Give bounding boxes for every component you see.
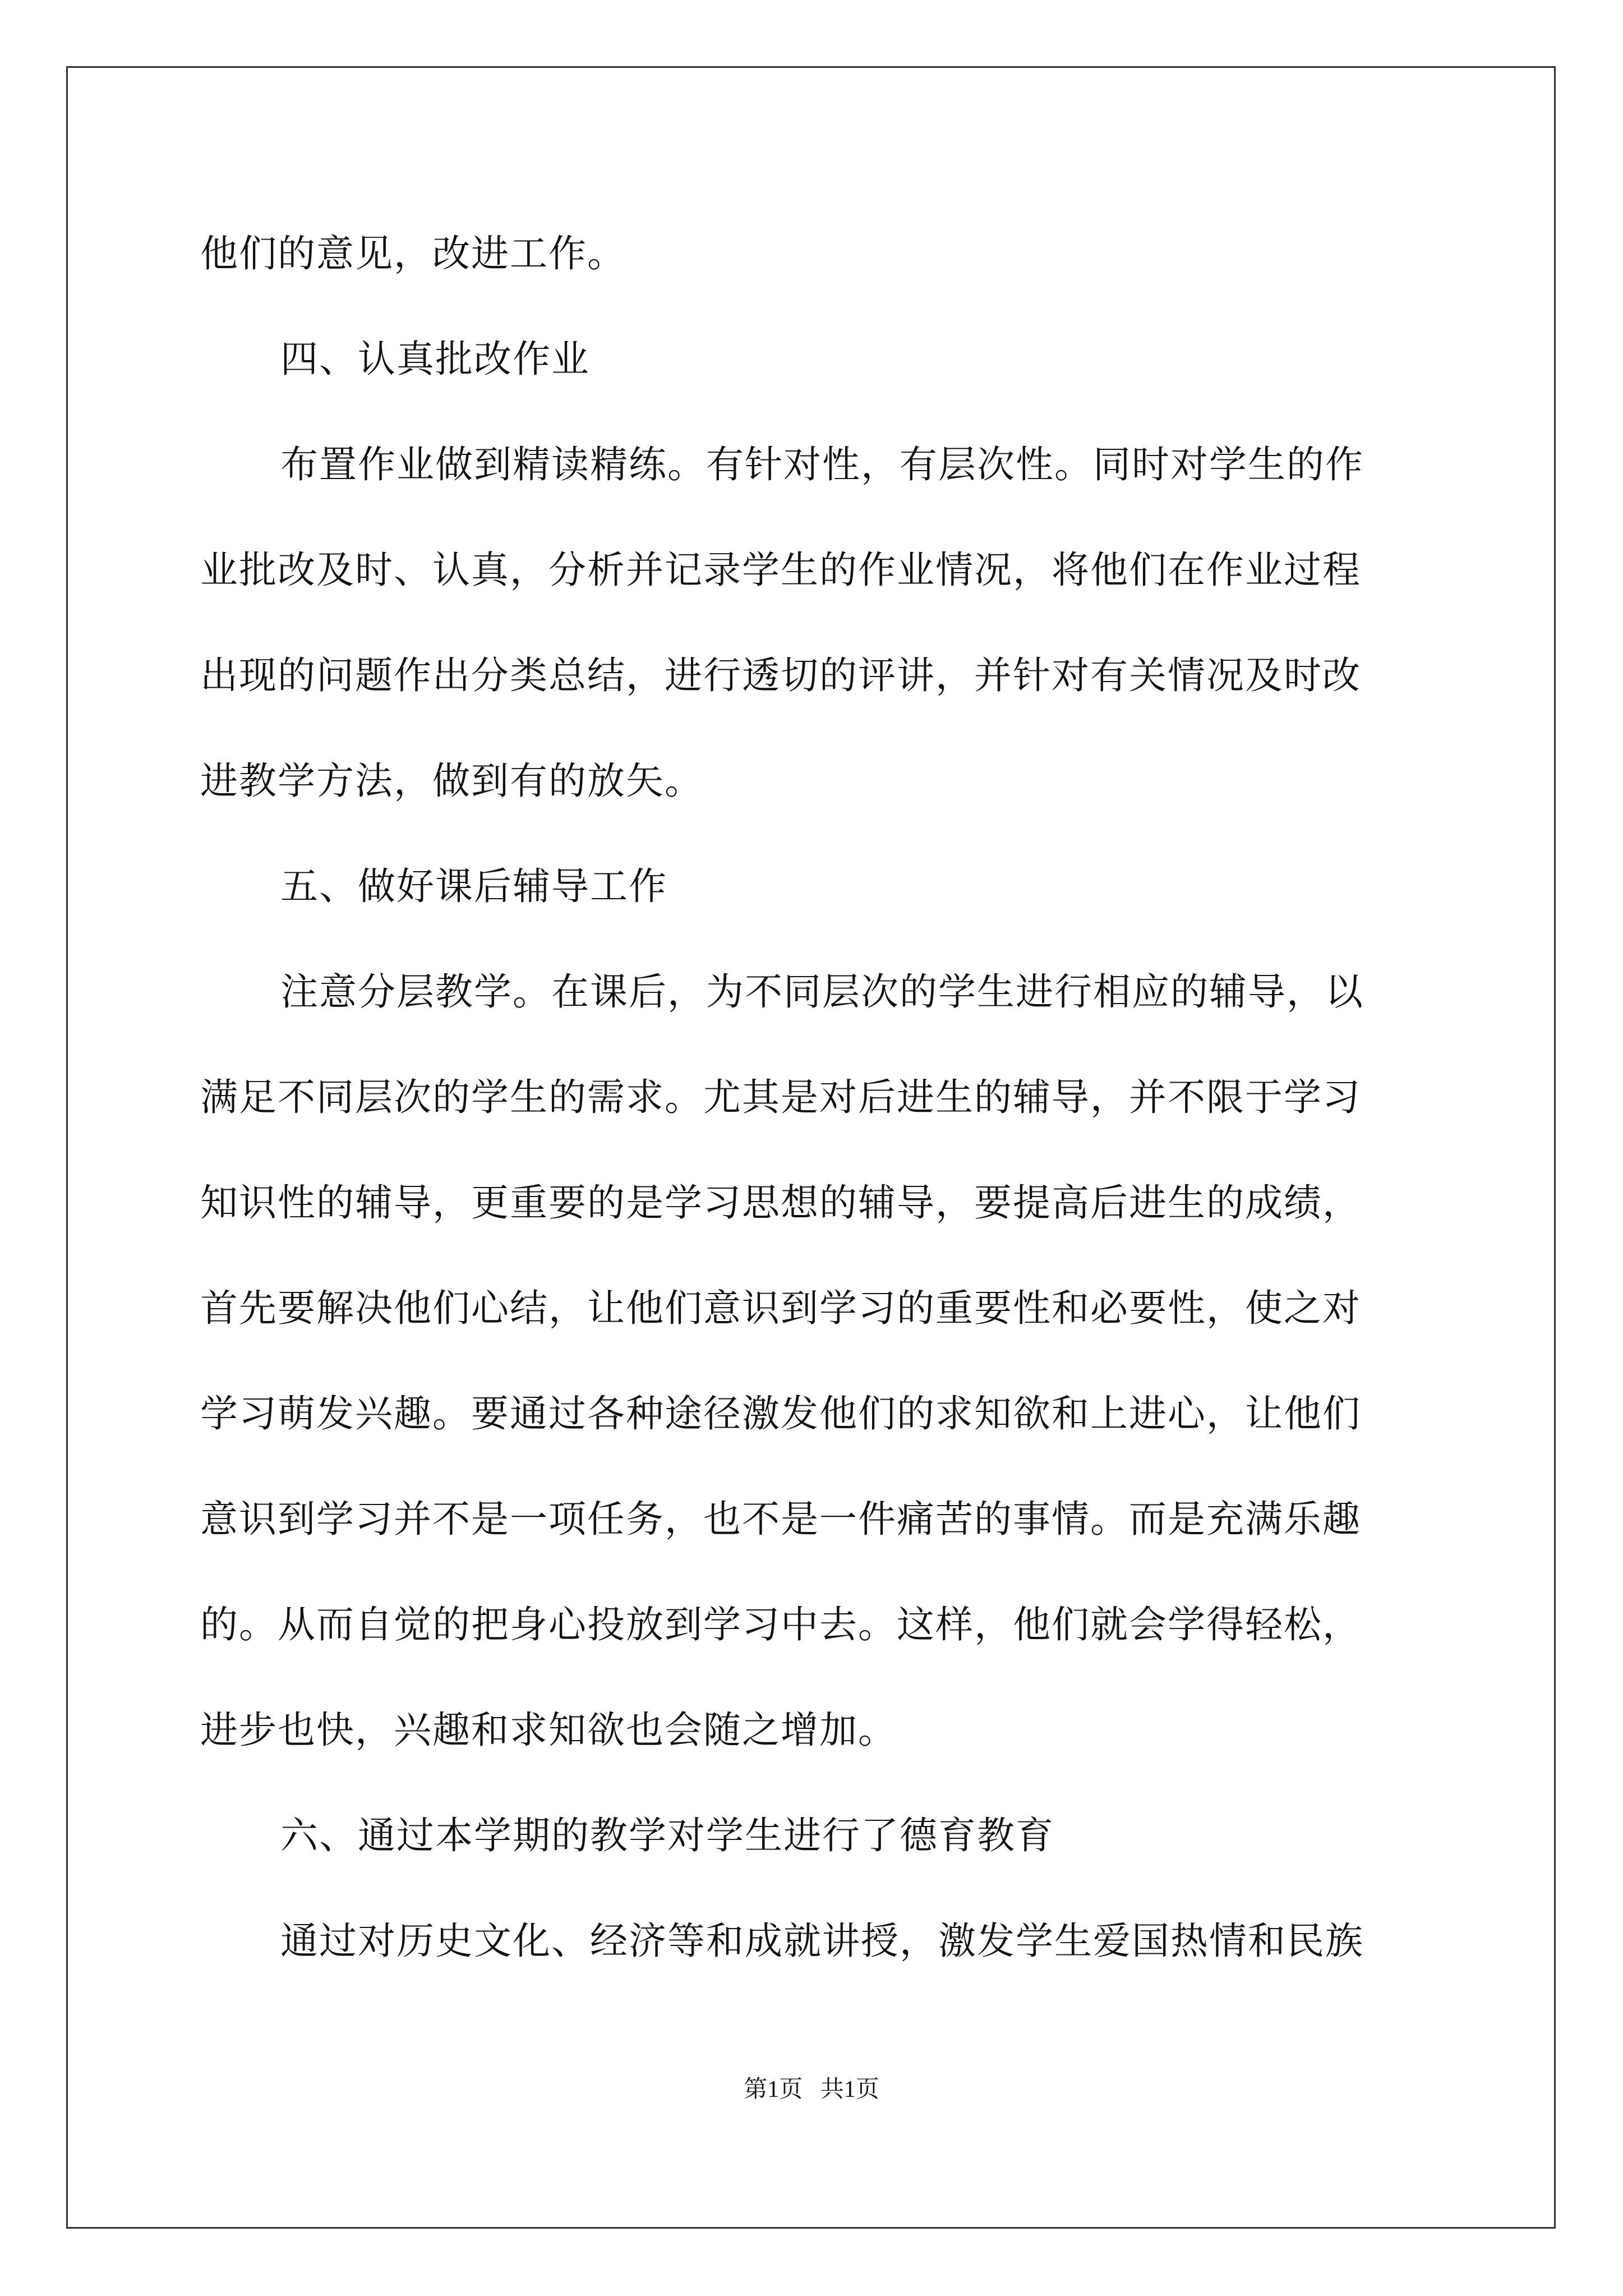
section-heading-6: 六、通过本学期的教学对学生进行了德育教育 [280,1814,1054,1857]
paragraph-line: 业批改及时、认真，分析并记录学生的作业情况，将他们在作业过程 [200,548,1361,592]
paragraph-line: 的。从而自觉的把身心投放到学习中去。这样，他们就会学得轻松， [200,1603,1361,1646]
paragraph-line: 注意分层教学。在课后，为不同层次的学生进行相应的辅导，以 [280,970,1364,1014]
paragraph-line: 通过对历史文化、经济等和成就讲授，激发学生爱国热情和民族 [280,1919,1364,1963]
paragraph-line: 学习萌发兴趣。要通过各种途径激发他们的求知欲和上进心，让他们 [200,1392,1361,1435]
page-footer: 第1页 共1页 [744,2077,879,2102]
paragraph-line: 意识到学习并不是一项任务，也不是一件痛苦的事情。而是充满乐趣 [200,1497,1361,1541]
section-heading-5: 五、做好课后辅导工作 [280,864,667,908]
paragraph-line: 满足不同层次的学生的需求。尤其是对后进生的辅导，并不限于学习 [200,1075,1361,1119]
page-border [66,66,1556,2229]
paragraph-line: 进步也快，兴趣和求知欲也会随之增加。 [200,1708,897,1752]
paragraph-line: 进教学方法，做到有的放矢。 [200,759,703,803]
paragraph-line: 知识性的辅导，更重要的是学习思想的辅导，要提高后进生的成绩， [200,1181,1361,1225]
paragraph-line: 他们的意见，改进工作。 [200,232,626,275]
paragraph-line: 出现的问题作出分类总结，进行透切的评讲，并针对有关情况及时改 [200,654,1361,697]
paragraph-line: 布置作业做到精读精练。有针对性，有层次性。同时对学生的作 [280,443,1364,486]
paragraph-line: 首先要解决他们心结，让他们意识到学习的重要性和必要性，使之对 [200,1286,1361,1330]
section-heading-4: 四、认真批改作业 [280,337,590,381]
